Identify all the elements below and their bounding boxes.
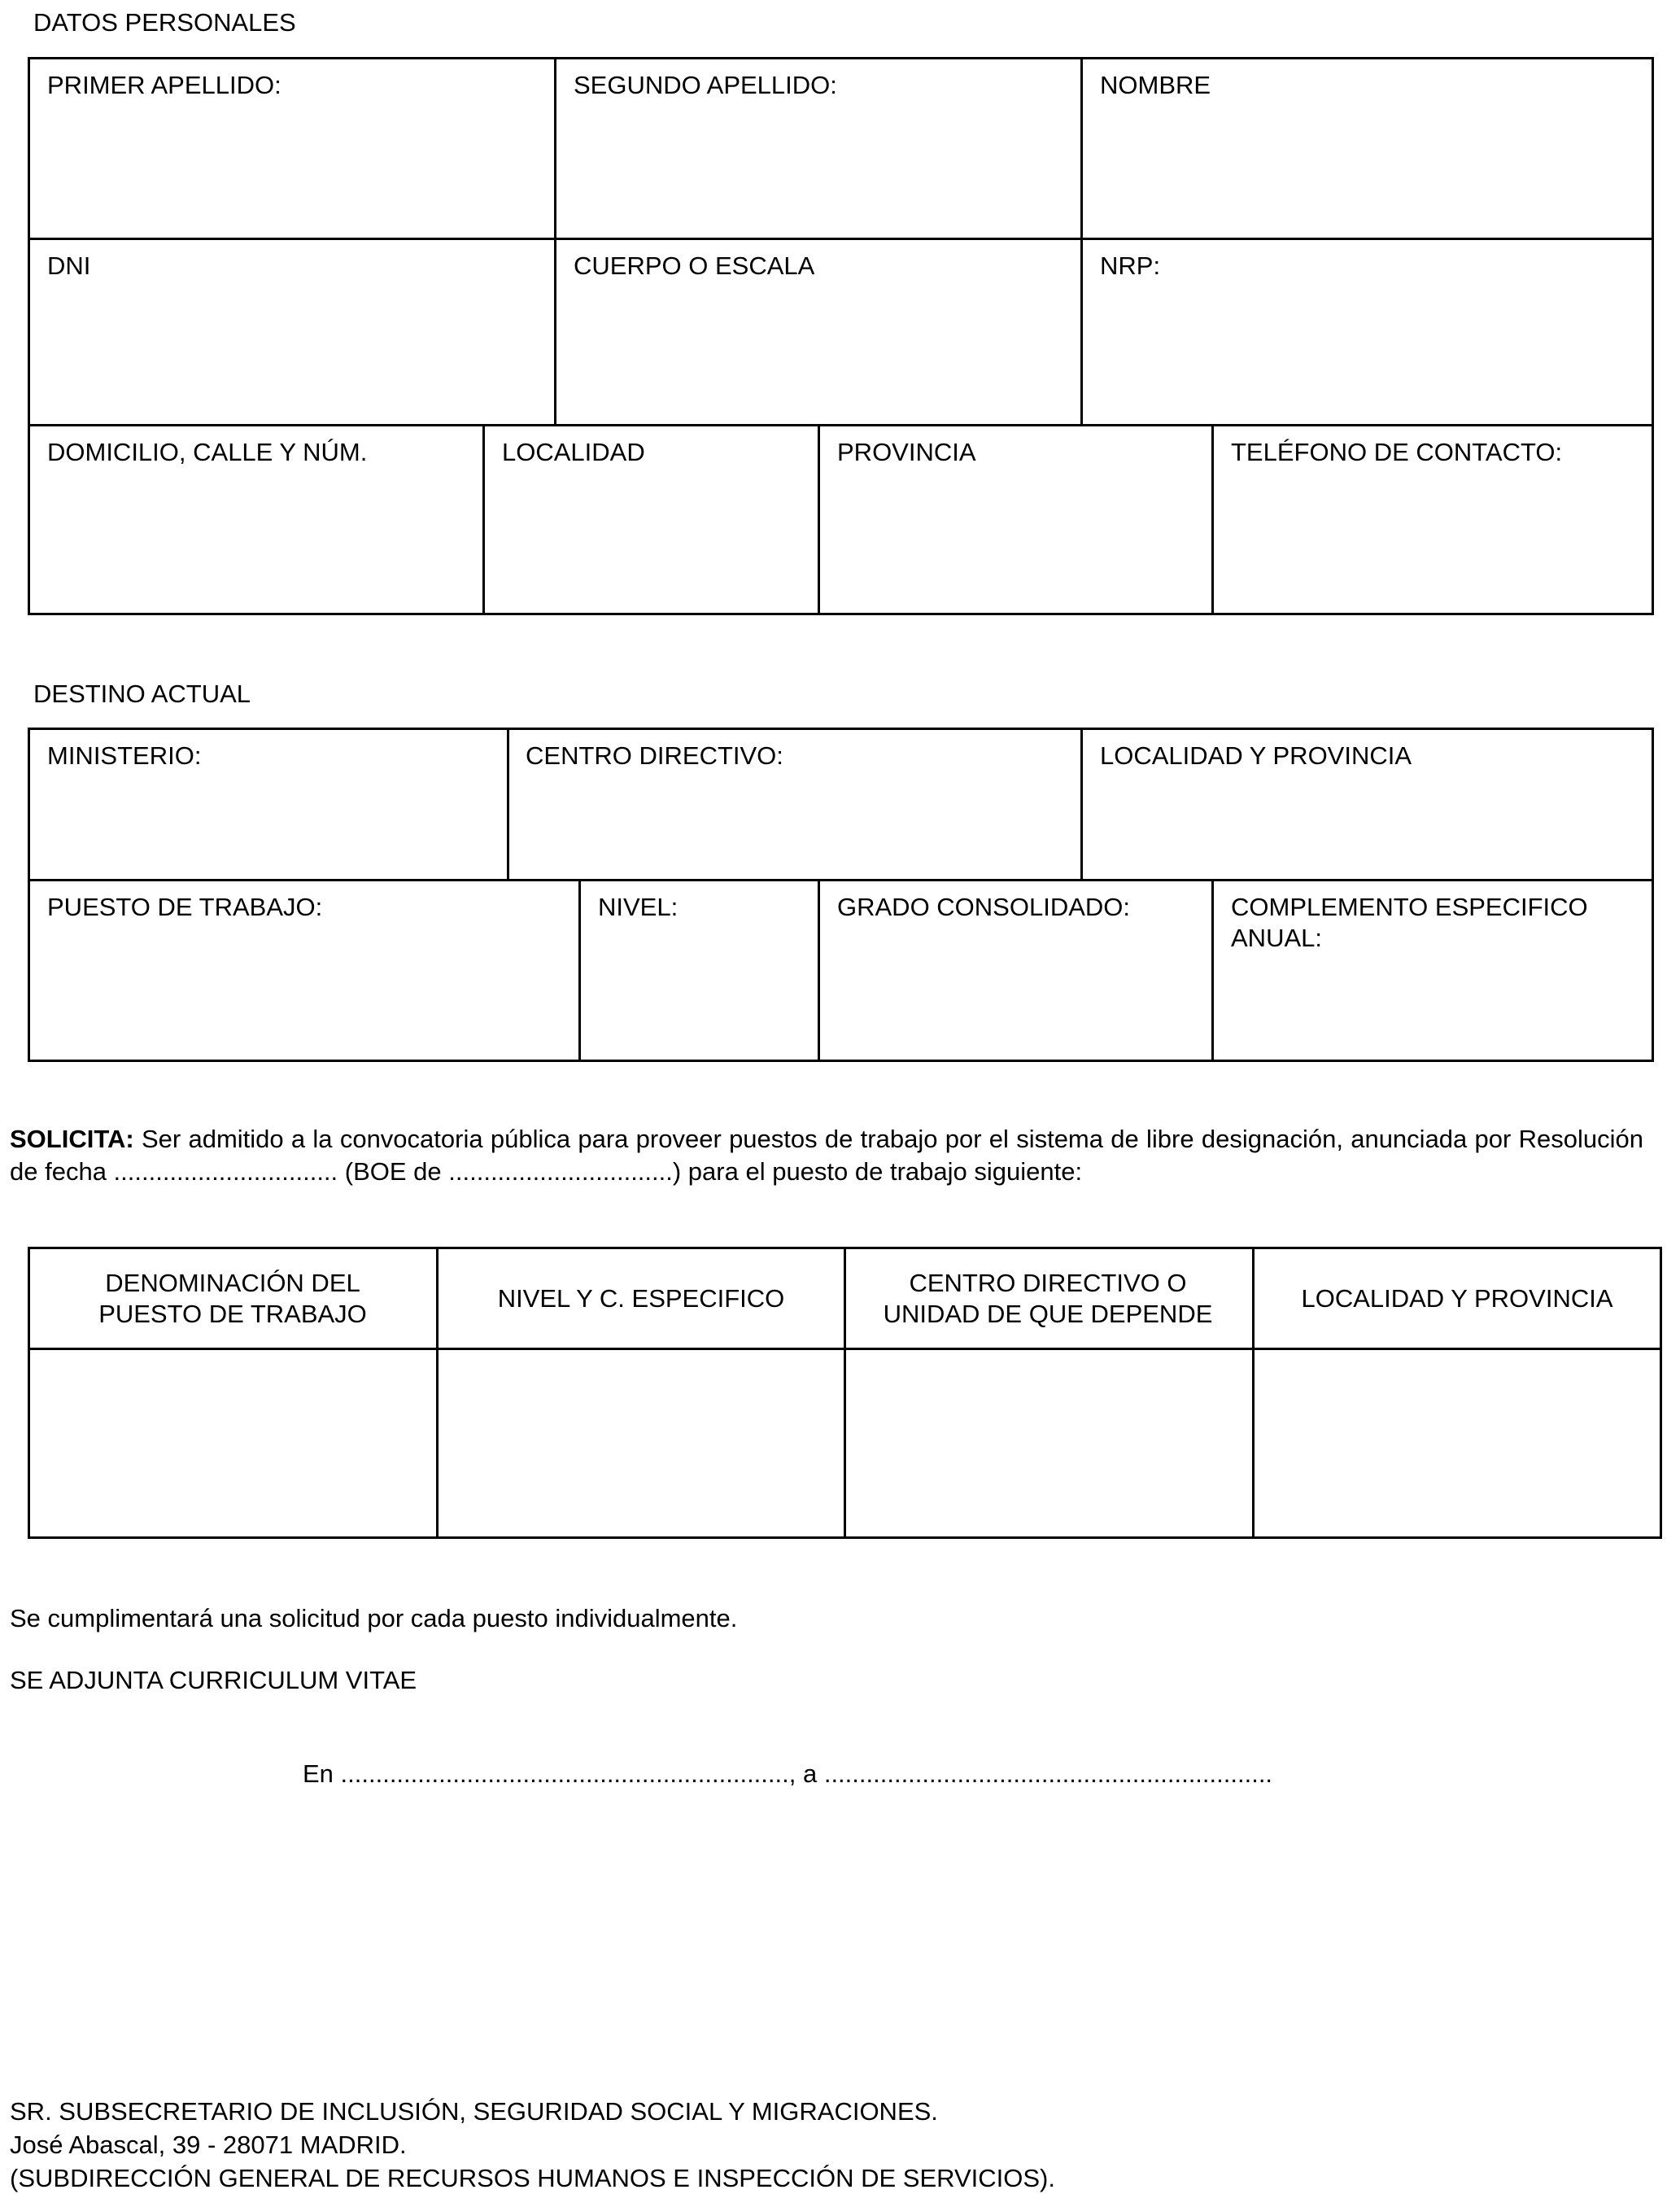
destino-col-divider <box>507 728 509 881</box>
localidad-provincia-field[interactable]: LOCALIDAD Y PROVINCIA <box>1100 741 1412 770</box>
personal-col-divider <box>818 424 820 615</box>
puesto-trabajo-field[interactable]: PUESTO DE TRABAJO: <box>47 893 323 921</box>
complemento-especifico-field[interactable]: COMPLEMENTO ESPECIFICO ANUAL: <box>1231 893 1588 952</box>
header-localidad-provincia: LOCALIDAD Y PROVINCIA <box>1301 1283 1613 1313</box>
destino-row-divider <box>28 879 1654 881</box>
personal-col-divider <box>554 57 556 426</box>
segundo-apellido-field[interactable]: SEGUNDO APELLIDO: <box>574 71 837 99</box>
addressee-address: José Abascal, 39 - 28071 MADRID. <box>10 2131 407 2159</box>
localidad-provincia-input-cell[interactable] <box>1255 1350 1660 1536</box>
personal-row-divider <box>28 424 1654 426</box>
nombre-field[interactable]: NOMBRE <box>1100 71 1211 99</box>
personal-col-divider <box>482 424 485 615</box>
destino-col-divider <box>1211 879 1214 1062</box>
nrp-field[interactable]: NRP: <box>1100 251 1161 280</box>
telefono-field[interactable]: TELÉFONO DE CONTACTO: <box>1231 438 1563 466</box>
destino-col-divider <box>1080 728 1083 881</box>
personal-table-frame <box>28 57 1654 615</box>
personal-col-divider <box>1211 424 1214 615</box>
addressee-title: SR. SUBSECRETARIO DE INCLUSIÓN, SEGURIDAD SOCIAL Y MIGRACIONES. <box>10 2097 938 2126</box>
place-date-line[interactable]: En ................................................................, a ................................................................ <box>303 1759 1273 1788</box>
cuerpo-escala-field[interactable]: CUERPO O ESCALA <box>574 251 815 280</box>
domicilio-field[interactable]: DOMICILIO, CALLE Y NÚM. <box>47 438 368 466</box>
provincia-field[interactable]: PROVINCIA <box>837 438 976 466</box>
primer-apellido-field[interactable]: PRIMER APELLIDO: <box>47 71 281 99</box>
personal-row-divider <box>28 238 1654 240</box>
centro-directivo-field[interactable]: CENTRO DIRECTIVO: <box>526 741 783 770</box>
localidad-field[interactable]: LOCALIDAD <box>502 438 645 466</box>
dni-field[interactable]: DNI <box>47 251 91 280</box>
cv-note: SE ADJUNTA CURRICULUM VITAE <box>10 1666 417 1694</box>
grado-consolidado-field[interactable]: GRADO CONSOLIDADO: <box>837 893 1130 921</box>
destino-col-divider <box>578 879 581 1062</box>
addressee-department: (SUBDIRECCIÓN GENERAL DE RECURSOS HUMANOS E INSPECCIÓN DE SERVICIOS). <box>10 2164 1055 2192</box>
nivel-input-cell[interactable] <box>439 1350 844 1536</box>
solicita-label: SOLICITA: <box>10 1125 134 1153</box>
destino-col-divider <box>818 879 820 1062</box>
personal-col-divider <box>1080 57 1083 426</box>
ministerio-field[interactable]: MINISTERIO: <box>47 741 202 770</box>
centro-directivo-input-cell[interactable] <box>846 1350 1252 1536</box>
header-nivel: NIVEL Y C. ESPECIFICO <box>497 1283 785 1313</box>
header-denominacion: DENOMINACIÓN DEL PUESTO DE TRABAJO <box>98 1268 367 1328</box>
destino-section-title: DESTINO ACTUAL <box>33 680 251 708</box>
denominacion-input-cell[interactable] <box>30 1350 436 1536</box>
solicita-paragraph <box>10 1123 1643 1188</box>
individual-note: Se cumplimentará una solicitud por cada puesto individualmente. <box>10 1604 738 1632</box>
nivel-field[interactable]: NIVEL: <box>598 893 679 921</box>
solicita-text: Ser admitido a la convocatoria pública para proveer puestos de trabajo por el sistema de libre designación, anunciada por Resolución de fecha ................................ (BOE de ................................) para el puesto de trabajo siguiente: <box>10 1125 1643 1186</box>
header-centro-directivo: CENTRO DIRECTIVO O UNIDAD DE QUE DEPENDE <box>883 1268 1213 1328</box>
personal-section-title: DATOS PERSONALES <box>33 8 296 37</box>
